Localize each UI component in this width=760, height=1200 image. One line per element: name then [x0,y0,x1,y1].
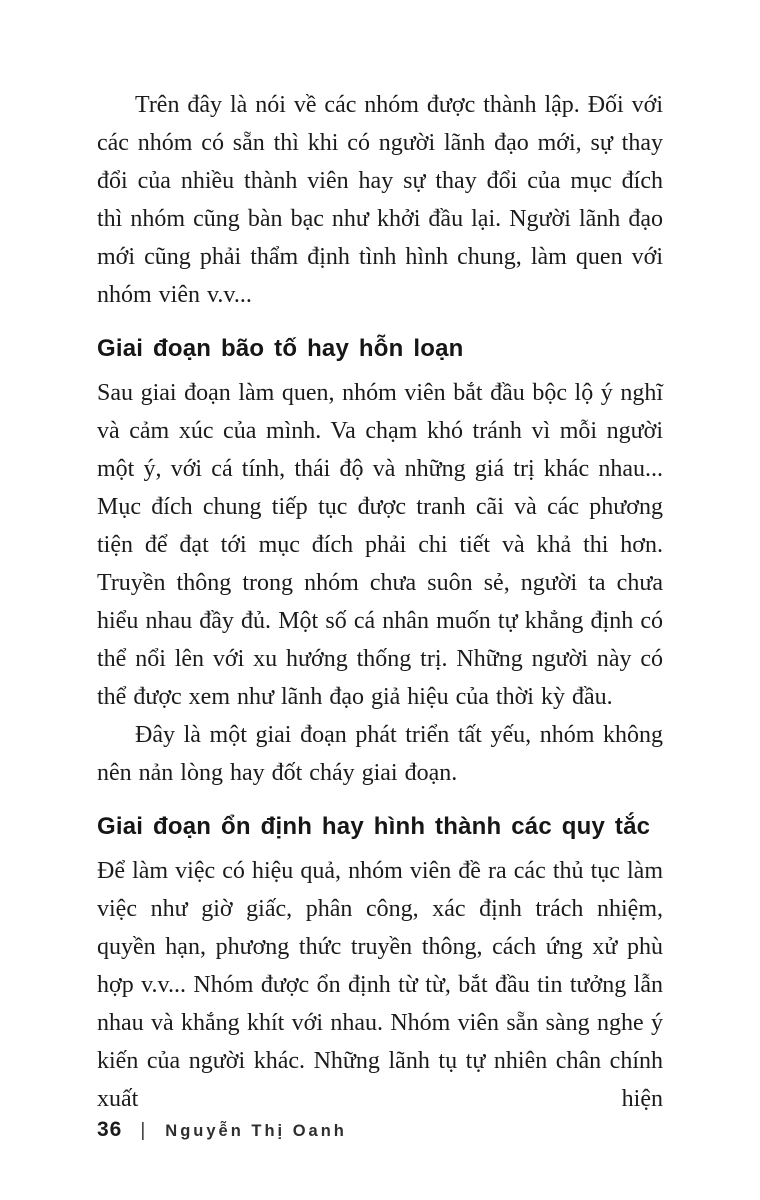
heading-storming-stage: Giai đoạn bão tố hay hỗn loạn [97,335,464,362]
paragraph-intro: Trên đây là nói về các nhóm được thành lập. Đối với các nhóm có sẵn thì khi có người lãnh đạo mới, sự thay đổi của nhiều thành viên hay sự thay đổi của mục đích thì nhóm cũng bàn bạc như khởi đầu lại. Người lãnh đạo mới cũng phải thẩm định tình hình chung, làm quen với nhóm viên v.v... [97,92,663,308]
paragraph-storming: Sau giai đoạn làm quen, nhóm viên bắt đầu bộc lộ ý nghĩ và cảm xúc của mình. Va chạm khó tránh vì mỗi người một ý, với cá tính, thái độ và những giá trị khác nhau... Mục đích chung tiếp tục được tranh cãi và các phương tiện để đạt tới mục đích phải chi tiết và khả thi hơn. Truyền thông trong nhóm chưa suôn sẻ, người ta chưa hiểu nhau đầy đủ. Một số cá nhân muốn tự khẳng định có thể nổi lên với xu hướng thống trị. Những người này có thể được xem như lãnh đạo giả hiệu của thời kỳ đầu. [97,380,663,710]
author-name: Nguyễn Thị Oanh [165,1122,347,1140]
footer-separator: | [140,1120,146,1141]
page-number: 36 [97,1118,123,1141]
paragraph-storming-note: Đây là một giai đoạn phát triển tất yếu, nhóm không nên nản lòng hay đốt cháy giai đoạn. [97,722,663,786]
page-body [97,86,663,1118]
page-footer [97,1118,663,1142]
heading-norming-stage: Giai đoạn ổn định hay hình thành các quy tắc [97,813,651,840]
paragraph-norming: Để làm việc có hiệu quả, nhóm viên đề ra các thủ tục làm việc như giờ giấc, phân công, xác định trách nhiệm, quyền hạn, phương thức truyền thông, cách ứng xử phù hợp v.v... Nhóm được ổn định từ từ, bắt đầu tin tưởng lẫn nhau và khắng khít với nhau. Nhóm viên sẵn sàng nghe ý kiến của người khác. Những lãnh tụ tự nhiên chân chính xuất hiện [97,858,663,1112]
